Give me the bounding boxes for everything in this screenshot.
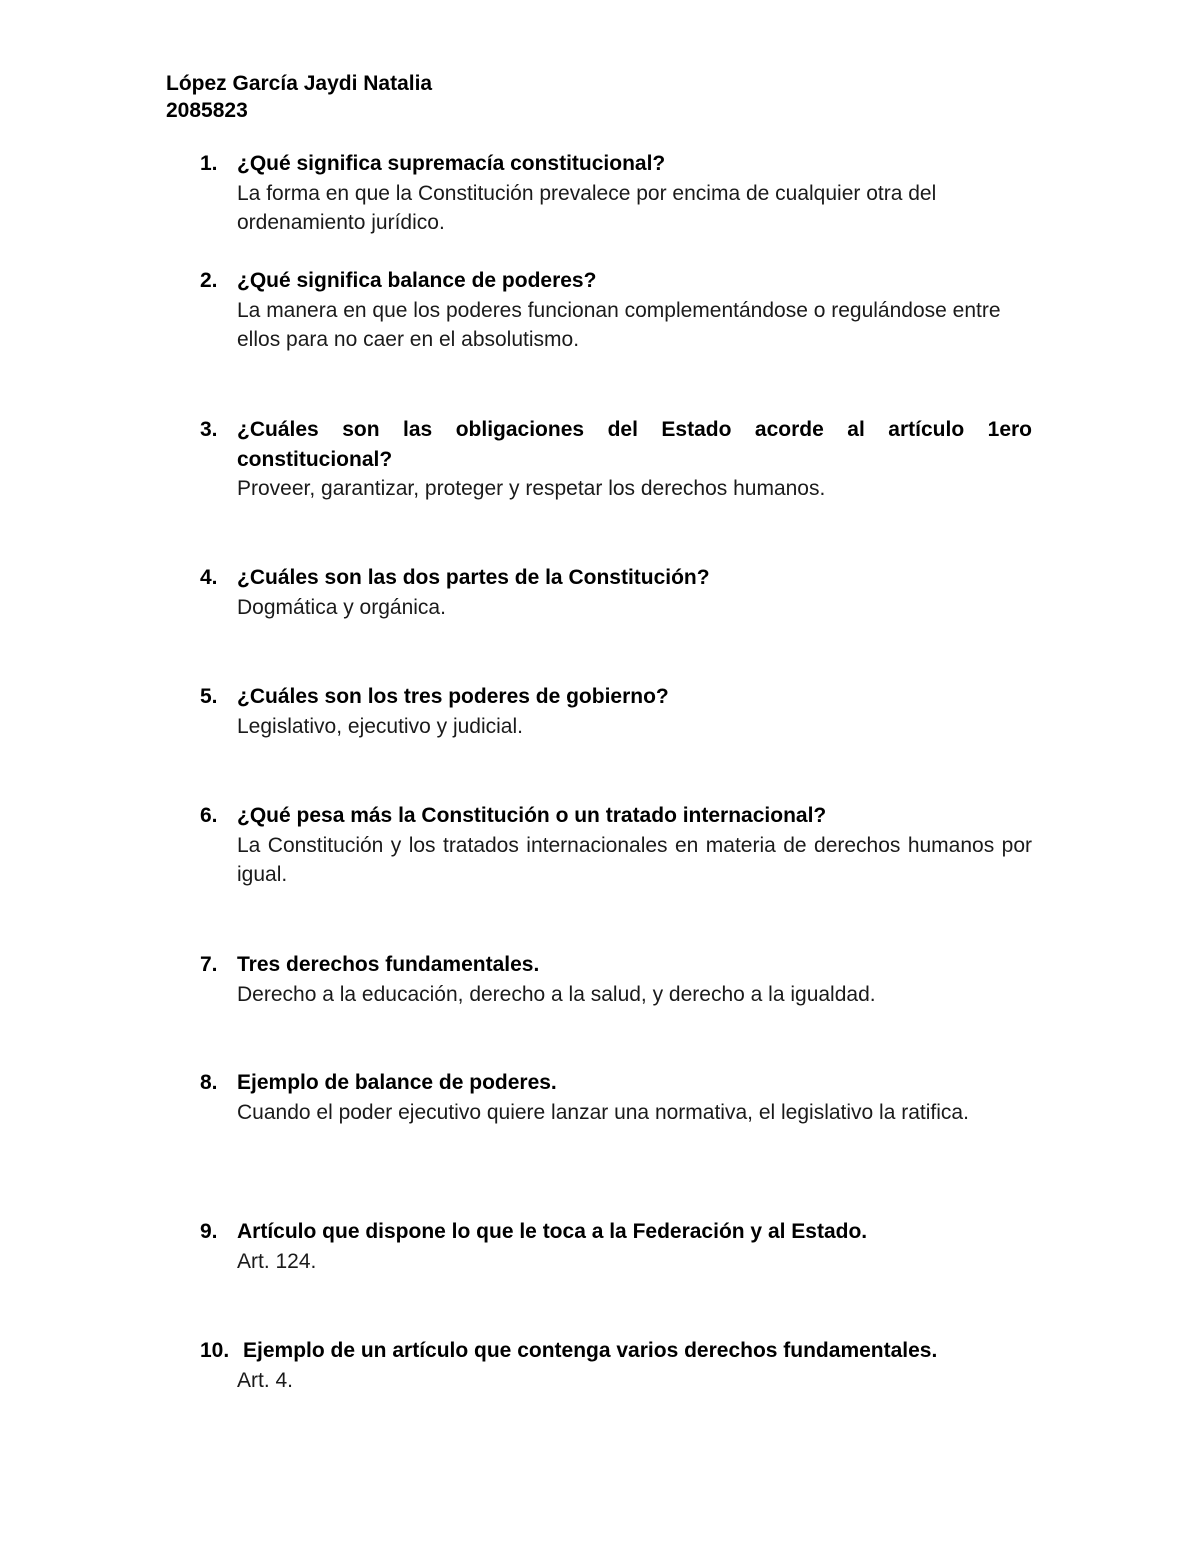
question-number: 6. (200, 804, 218, 827)
question-item-1 (200, 149, 1032, 238)
question-item-5 (200, 682, 1032, 741)
answer-text: Cuando el poder ejecutivo quiere lanzar una normativa, el legislativo la ratifica. (237, 1100, 969, 1124)
question-text: Artículo que dispone lo que le toca a la Federación y al Estado. (237, 1220, 868, 1243)
answer-text: Art. 124. (237, 1249, 317, 1273)
question-text: ¿Qué pesa más la Constitución o un tratado internacional? (237, 804, 827, 827)
question-text: ¿Cuáles son las obligaciones del Estado acorde al artículo 1ero constitucional? (237, 418, 1032, 471)
question-number: 7. (200, 953, 218, 976)
answer-text: La forma en que la Constitución prevalece por encima de cualquier otra del ordenamiento jurídico. (237, 181, 937, 234)
answer-text: Dogmática y orgánica. (237, 595, 446, 619)
question-item-9 (200, 1217, 1032, 1276)
answer-text: Legislativo, ejecutivo y judicial. (237, 714, 523, 738)
question-number: 3. (200, 418, 218, 441)
question-text: ¿Qué significa balance de poderes? (237, 269, 597, 292)
question-item-6 (200, 801, 1032, 890)
question-item-4 (200, 563, 1032, 622)
student-name: López García Jaydi Natalia (166, 72, 433, 95)
question-text: ¿Qué significa supremacía constitucional? (237, 152, 666, 175)
answer-text: La manera en que los poderes funcionan complementándose o regulándose entre ellos para no caer en el absolutismo. (237, 298, 1001, 351)
question-number: 2. (200, 269, 218, 292)
question-number: 8. (200, 1071, 218, 1094)
student-id: 2085823 (166, 99, 248, 122)
question-number: 10. (200, 1339, 230, 1362)
question-text: ¿Cuáles son los tres poderes de gobierno? (237, 685, 669, 708)
question-number: 9. (200, 1220, 218, 1243)
question-number: 5. (200, 685, 218, 708)
question-item-2 (200, 266, 1032, 355)
question-item-8 (200, 1068, 1032, 1127)
question-number: 1. (200, 152, 218, 175)
answer-text: Derecho a la educación, derecho a la salud, y derecho a la igualdad. (237, 982, 876, 1006)
answer-text: Art. 4. (237, 1368, 294, 1392)
question-number: 4. (200, 566, 218, 589)
question-text: ¿Cuáles son las dos partes de la Constitución? (237, 566, 710, 589)
question-item-3 (200, 415, 1032, 504)
question-text: Ejemplo de un artículo que contenga varios derechos fundamentales. (243, 1339, 938, 1362)
question-item-7 (200, 950, 1032, 1009)
question-text: Tres derechos fundamentales. (237, 953, 540, 976)
answer-text: Proveer, garantizar, proteger y respetar los derechos humanos. (237, 477, 826, 500)
question-text: Ejemplo de balance de poderes. (237, 1071, 557, 1094)
question-item-10 (200, 1336, 1032, 1395)
answer-text: La Constitución y los tratados internacionales en materia de derechos humanos por igual. (237, 833, 1032, 886)
document-header (166, 70, 432, 124)
